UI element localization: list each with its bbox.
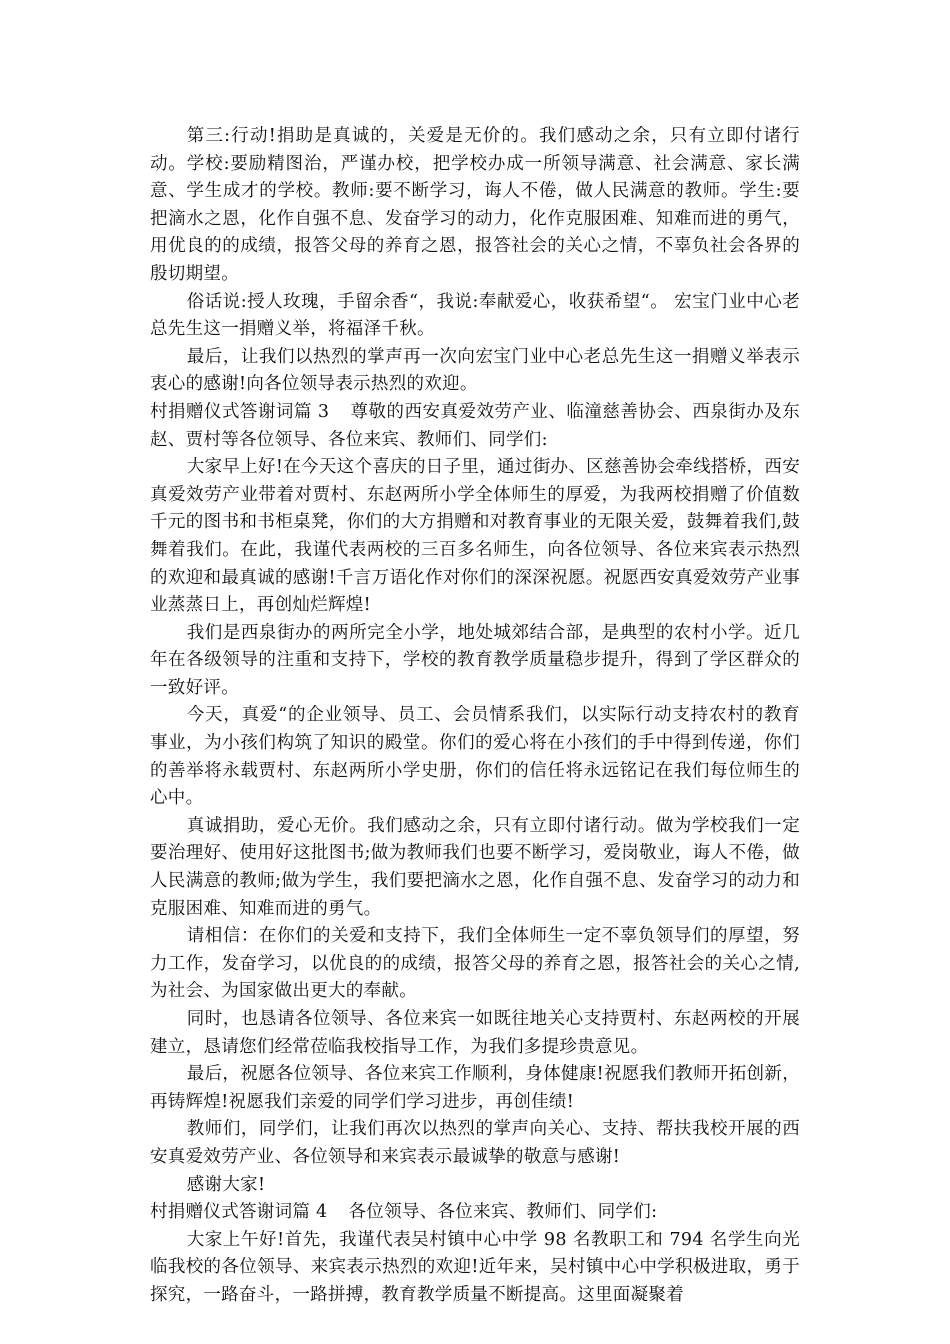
- section-heading: [150, 399, 800, 454]
- salutation: 尊敬的西安真爱效劳产业、临潼慈善协会、西泉街办及东赵、贾村等各位领导、各位来宾、教师们、同学们:: [150, 401, 801, 450]
- document-body: [150, 123, 800, 1310]
- section-title: 村捐赠仪式答谢词篇 3: [150, 401, 330, 422]
- paragraph: 最后，祝愿各位领导、各位来宾工作顺利，身体健康!祝愿我们教师开拓创新，再铸辉煌!祝愿我们亲爱的同学们学习进步，再创佳绩!: [150, 1064, 800, 1112]
- paragraph: 俗话说:授人玫瑰，手留余香“，我说:奉献爱心，收获希望“。 宏宝门业中心老总先生这一捐赠义举，将福泽千秋。: [150, 291, 800, 340]
- paragraph: 请相信：在你们的关爱和支持下，我们全体师生一定不辜负领导们的厚望，努力工作，发奋学习，以优良的的成绩，报答父母的养育之恩，报答社会的关心之情,为社会、为国家做出更大的奉献。: [150, 926, 800, 1002]
- paragraph: 大家上午好!首先，我谨代表吴村镇中心中学 98 名教职工和 794 名学生向光临我校的各位领导、来宾表示热烈的欢迎!近年来，吴村镇中心中学积极进取，勇于探究，一路奋斗，一路拼搏，教育教学质量不断提高。这里面凝聚着: [150, 1229, 800, 1305]
- paragraph: 最后，让我们以热烈的掌声再一次向宏宝门业中心老总先生这一捐赠义举表示衷心的感谢!向各位领导表示热烈的欢迎。: [150, 346, 800, 395]
- paragraph: 教师们，同学们，让我们再次以热烈的掌声向关心、支持、帮扶我校开展的西安真爱效劳产业、各位领导和来宾表示最诚挚的敬意与感谢!: [150, 1119, 800, 1167]
- paragraph: 我们是西泉街办的两所完全小学，地处城郊结合部，是典型的农村小学。近几年在各级领导的注重和支持下，学校的教育教学质量稳步提升，得到了学区群众的一致好评。: [150, 622, 800, 698]
- paragraph: 同时，也恳请各位领导、各位来宾一如既往地关心支持贾村、东赵两校的开展建立，恳请您们经常莅临我校指导工作，为我们多提珍贵意见。: [150, 1009, 800, 1057]
- paragraph: 大家早上好!在今天这个喜庆的日子里，通过街办、区慈善协会牵线搭桥，西安真爱效劳产业带着对贾村、东赵两所小学全体师生的厚爱，为我两校捐赠了价值数千元的图书和书柜桌凳，你们的大方捐赠和对教育事业的无限关爱，鼓舞着我们,鼓舞着我们。在此，我谨代表两校的三百多名师生，向各位领导、各位来宾表示热烈的欢迎和最真诚的感谢!千言万语化作对你们的深深祝愿。祝愿西安真爱效劳产业事业蒸蒸日上，再创灿烂辉煌!: [150, 457, 800, 616]
- salutation: 各位领导、各位来宾、教师们、同学们:: [348, 1202, 658, 1223]
- paragraph: 感谢大家!: [186, 1174, 266, 1195]
- section-heading: [150, 1199, 800, 1227]
- section-title: 村捐赠仪式答谢词篇 4: [150, 1202, 328, 1223]
- paragraph: 第三:行动!捐助是真诚的，关爱是无价的。我们感动之余，只有立即付诸行动。学校:要励精图治，严谨办校，把学校办成一所领导满意、社会满意、家长满意、学生成才的学校。教师:要不断学习，诲人不倦，做人民满意的教师。学生:要把滴水之恩，化作自强不息、发奋学习的动力，化作克服困难、知难而进的勇气，用优良的的成绩，报答父母的养育之恩，报答社会的关心之情，不辜负社会各界的殷切期望。: [150, 126, 800, 284]
- paragraph: 今天，真爱“的企业领导、员工、会员情系我们，以实际行动支持农村的教育事业，为小孩们构筑了知识的殿堂。你们的爱心将在小孩们的手中得到传递，你们的善举将永载贾村、东赵两所小学史册，你们的信任将永远铭记在我们每位师生的心中。: [150, 705, 800, 809]
- paragraph: 真诚捐助，爱心无价。我们感动之余，只有立即付诸行动。做为学校我们一定要治理好、使用好这批图书;做为教师我们也要不断学习，爱岗敬业，诲人不倦，做人民满意的教师;做为学生，我们要把滴水之恩，化作自强不息、发奋学习的动力和克服困难、知难而进的勇气。: [150, 815, 800, 919]
